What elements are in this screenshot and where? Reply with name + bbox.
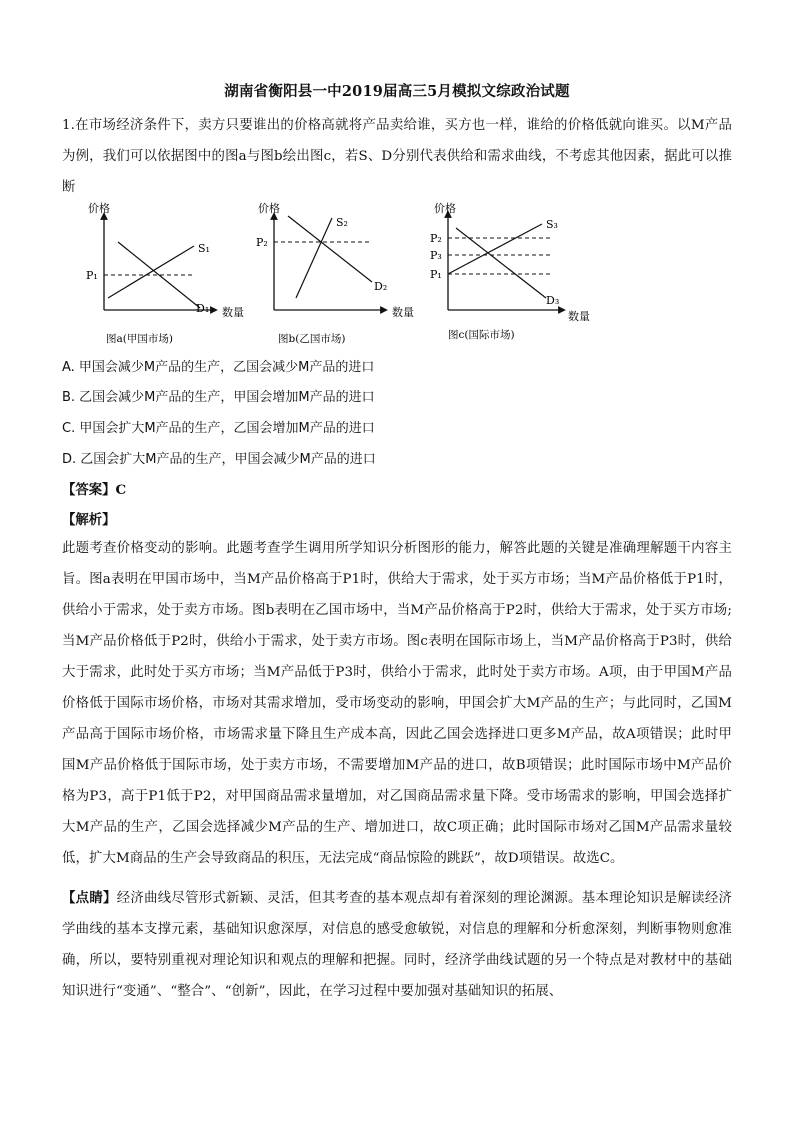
figure-b-supply-label: S₂ [336, 216, 348, 229]
figure-c-supply-curve [448, 224, 542, 274]
figure-c-demand-label: D₃ [546, 294, 560, 307]
figure-a-caption: 图a(甲国市场) [106, 333, 173, 345]
figure-b [256, 202, 414, 345]
option-b: B. 乙国会减少M产品的生产，甲国会增加M产品的进口 [62, 390, 375, 405]
figure-c-supply-label: S₃ [546, 218, 558, 231]
option-a: A. 甲国会减少M产品的生产，乙国会减少M产品的进口 [62, 360, 375, 375]
analysis-label: 【解析】 [62, 512, 116, 528]
figure-c-ylabel: 价格 [434, 202, 456, 215]
figure-a [86, 202, 244, 345]
figure-c-price-label-p3: P₃ [430, 249, 442, 262]
figure-c-caption: 图c(国际市场) [448, 329, 515, 341]
supply-demand-figures [82, 202, 602, 352]
figure-a-demand-label: D₁ [196, 302, 210, 315]
figure-a-ylabel: 价格 [88, 202, 110, 215]
figure-b-demand-label: D₂ [374, 280, 388, 293]
figure-b-xlabel: 数量 [392, 306, 414, 319]
hint-paragraph [62, 883, 732, 1007]
figure-a-supply-curve [108, 246, 194, 298]
figure-b-supply-curve [296, 218, 332, 298]
figure-c [430, 202, 590, 341]
figure-b-ylabel: 价格 [258, 202, 280, 215]
page-title: 湖南省衡阳县一中2019届高三5月模拟文综政治试题 [224, 83, 570, 100]
figure-c-price-label-p1: P₁ [430, 268, 442, 281]
figure-c-xlabel: 数量 [568, 310, 590, 323]
analysis-text: 此题考查价格变动的影响。此题考查学生调用所学知识分析图形的能力，解答此题的关键是准确理解题干内容主旨。图a表明在甲国市场中，当M产品价格高于P1时，供给大于需求，处于买方市场；当M产品价格低于P1时，供给小于需求，处于卖方市场。图b表明在乙国市场中，当M产品价格高于P2时，供给大于需求，处于买方市场;当M产品价格低于P2时，供给小于需求，处于卖方市场。图c表明在国际市场上，当M产品价格高于P3时，供给大于需求，此时处于买方市场；当M产品低于P3时，供给小于需求，此时处于卖方市场。A项，由于甲国M产品价格低于国际市场价格，市场对其需求增加，受市场变动的影响，甲国会扩大M产品的生产；与此同时，乙国M产品高于国际市场价格，市场需求量下降且生产成本高，因此乙国会选择进口更多M产品，故A项错误；此时甲国M产品价格低于国际市场，处于卖方市场，不需要增加M产品的进口，故B项错误；此时国际市场中M产品价格为P3，高于P1低于P2，对甲国商品需求量增加，对乙国商品需求量下降。受市场需求的影响，甲国会选择扩大M产品的生产，乙国会选择减少M产品的生产、增加进口，故C项正确；此时国际市场对乙国M产品需求量较低，扩大M商品的生产会导致商品的积压，无法完成“商品惊险的跳跃”，故D项错误。故选C。 [62, 541, 732, 866]
figure-a-price-label: P₁ [86, 269, 98, 282]
option-d: D. 乙国会扩大M产品的生产，甲国会减少M产品的进口 [62, 452, 376, 467]
figure-a-xlabel: 数量 [222, 306, 244, 319]
figure-b-demand-curve [288, 216, 372, 282]
figure-b-caption: 图b(乙国市场) [278, 333, 346, 345]
question-stem: 1.在市场经济条件下，卖方只要谁出的价格高就将产品卖给谁，买方也一样，谁给的价格低就向谁买。以M产品为例，我们可以依据图中的图a与图b绘出图c，若S、D分别代表供给和需求曲线，不考虑其他因素，据此可以推断 [62, 118, 732, 195]
option-c: C. 甲国会扩大M产品的生产，乙国会增加M产品的进口 [62, 421, 375, 436]
hint-label: 【点睛】 [62, 890, 117, 906]
figure-a-demand-curve [118, 242, 200, 308]
figure-b-price-label: P₂ [256, 236, 268, 249]
answer-label: 【答案】C [62, 482, 127, 498]
hint-text: 经济曲线尽管形式新颖、灵活，但其考查的基本观点却有着深刻的理论渊源。基本理论知识是解读经济学曲线的基本支撑元素，基础知识愈深厚，对信息的感受愈敏锐，对信息的理解和分析愈深刻，判断事物则愈准确，所以，要特别重视对理论知识和观点的理解和把握。同时，经济学曲线试题的另一个特点是对教材中的基础知识进行“变通”、“整合”、“创新”，因此，在学习过程中要加强对基础知识的拓展、 [62, 891, 733, 999]
figure-c-price-label-p2: P₂ [430, 232, 442, 245]
figure-a-supply-label: S₁ [198, 242, 210, 255]
